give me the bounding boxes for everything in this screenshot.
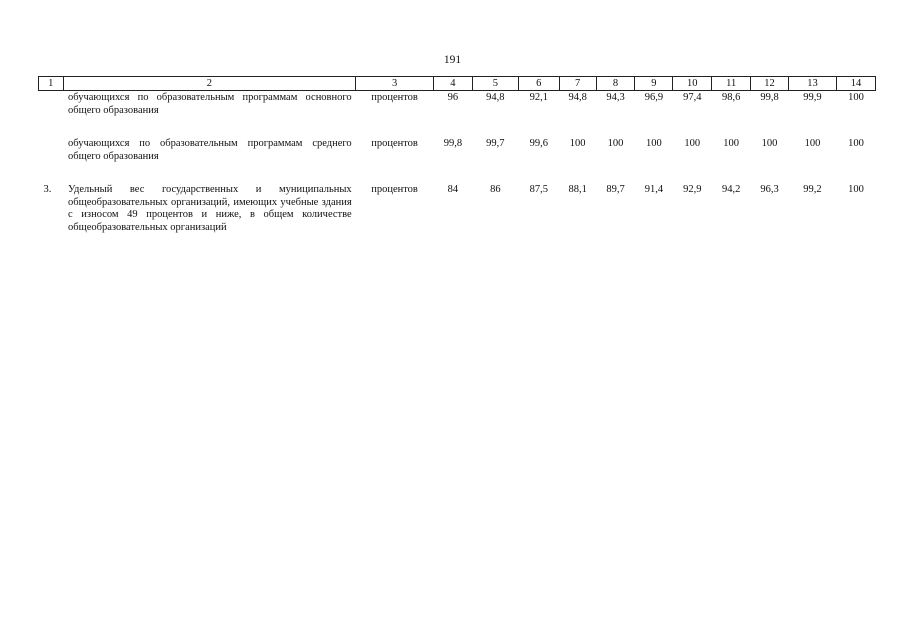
value-cell: 100: [804, 138, 821, 149]
column-header: 10: [673, 77, 712, 91]
value-cell: 100: [761, 138, 778, 149]
value-cell: 96,3: [760, 184, 779, 195]
column-header: 7: [559, 77, 596, 91]
value-cell: 97,4: [683, 92, 702, 103]
row-number: 3.: [43, 184, 52, 195]
value-cell: 94,8: [486, 92, 505, 103]
value-cell: 91,4: [644, 184, 664, 195]
column-header: 3: [356, 77, 434, 91]
unit-cell: процентов: [371, 184, 418, 195]
value-cell: 96: [447, 92, 459, 103]
value-cell: 99,6: [529, 138, 548, 149]
value-cell: 96,9: [644, 92, 664, 103]
value-cell: 89,7: [606, 184, 625, 195]
value-cell: 100: [684, 138, 701, 149]
column-header: 9: [635, 77, 673, 91]
table-header-row: [39, 77, 876, 91]
column-header: 4: [433, 77, 472, 91]
row-number: [39, 137, 64, 183]
value-cell: 99,2: [803, 184, 822, 195]
value-cell: 100: [607, 138, 624, 149]
value-cell: 100: [848, 92, 864, 103]
column-header: 6: [518, 77, 559, 91]
value-cell: 86: [490, 184, 501, 195]
value-cell: 94,3: [606, 92, 625, 103]
table-row: [39, 183, 876, 234]
row-number: [39, 91, 64, 138]
value-cell: 98,6: [721, 92, 741, 103]
indicator-name: Удельный вес государственных и муниципальных общеобразовательных организаций, имеющих учебные здания с износом 49 процентов и ниже, в общем количестве общеобразовательных организаций: [68, 184, 352, 233]
column-header: 1: [39, 77, 64, 91]
data-table: [38, 76, 876, 234]
value-cell: 100: [848, 138, 864, 149]
column-header: 2: [63, 77, 356, 91]
value-cell: 100: [569, 138, 586, 149]
indicator-name: обучающихся по образовательным программам среднего общего образования: [68, 138, 352, 162]
value-cell: 99,8: [760, 92, 779, 103]
value-cell: 94,8: [568, 92, 587, 103]
value-cell: 92,9: [683, 184, 702, 195]
column-header: 13: [788, 77, 836, 91]
unit-cell: процентов: [371, 138, 418, 149]
column-header: 11: [712, 77, 751, 91]
value-cell: 100: [848, 184, 864, 195]
value-cell: 87,5: [529, 184, 548, 195]
value-cell: 99,7: [486, 138, 505, 149]
table-row: [39, 91, 876, 138]
value-cell: 99,8: [443, 138, 463, 149]
column-header: 12: [751, 77, 789, 91]
column-header: 5: [472, 77, 518, 91]
value-cell: 84: [447, 184, 459, 195]
value-cell: 94,2: [721, 184, 741, 195]
indicator-name: обучающихся по образовательным программам основного общего образования: [68, 92, 352, 116]
column-header: 14: [837, 77, 876, 91]
value-cell: 88,1: [568, 184, 587, 195]
value-cell: 92,1: [529, 92, 548, 103]
value-cell: 100: [646, 138, 662, 149]
table-row: [39, 137, 876, 183]
page-number: 191: [443, 54, 462, 66]
value-cell: 99,9: [803, 92, 822, 103]
value-cell: 100: [723, 138, 740, 149]
unit-cell: процентов: [371, 92, 418, 103]
column-header: 8: [596, 77, 635, 91]
